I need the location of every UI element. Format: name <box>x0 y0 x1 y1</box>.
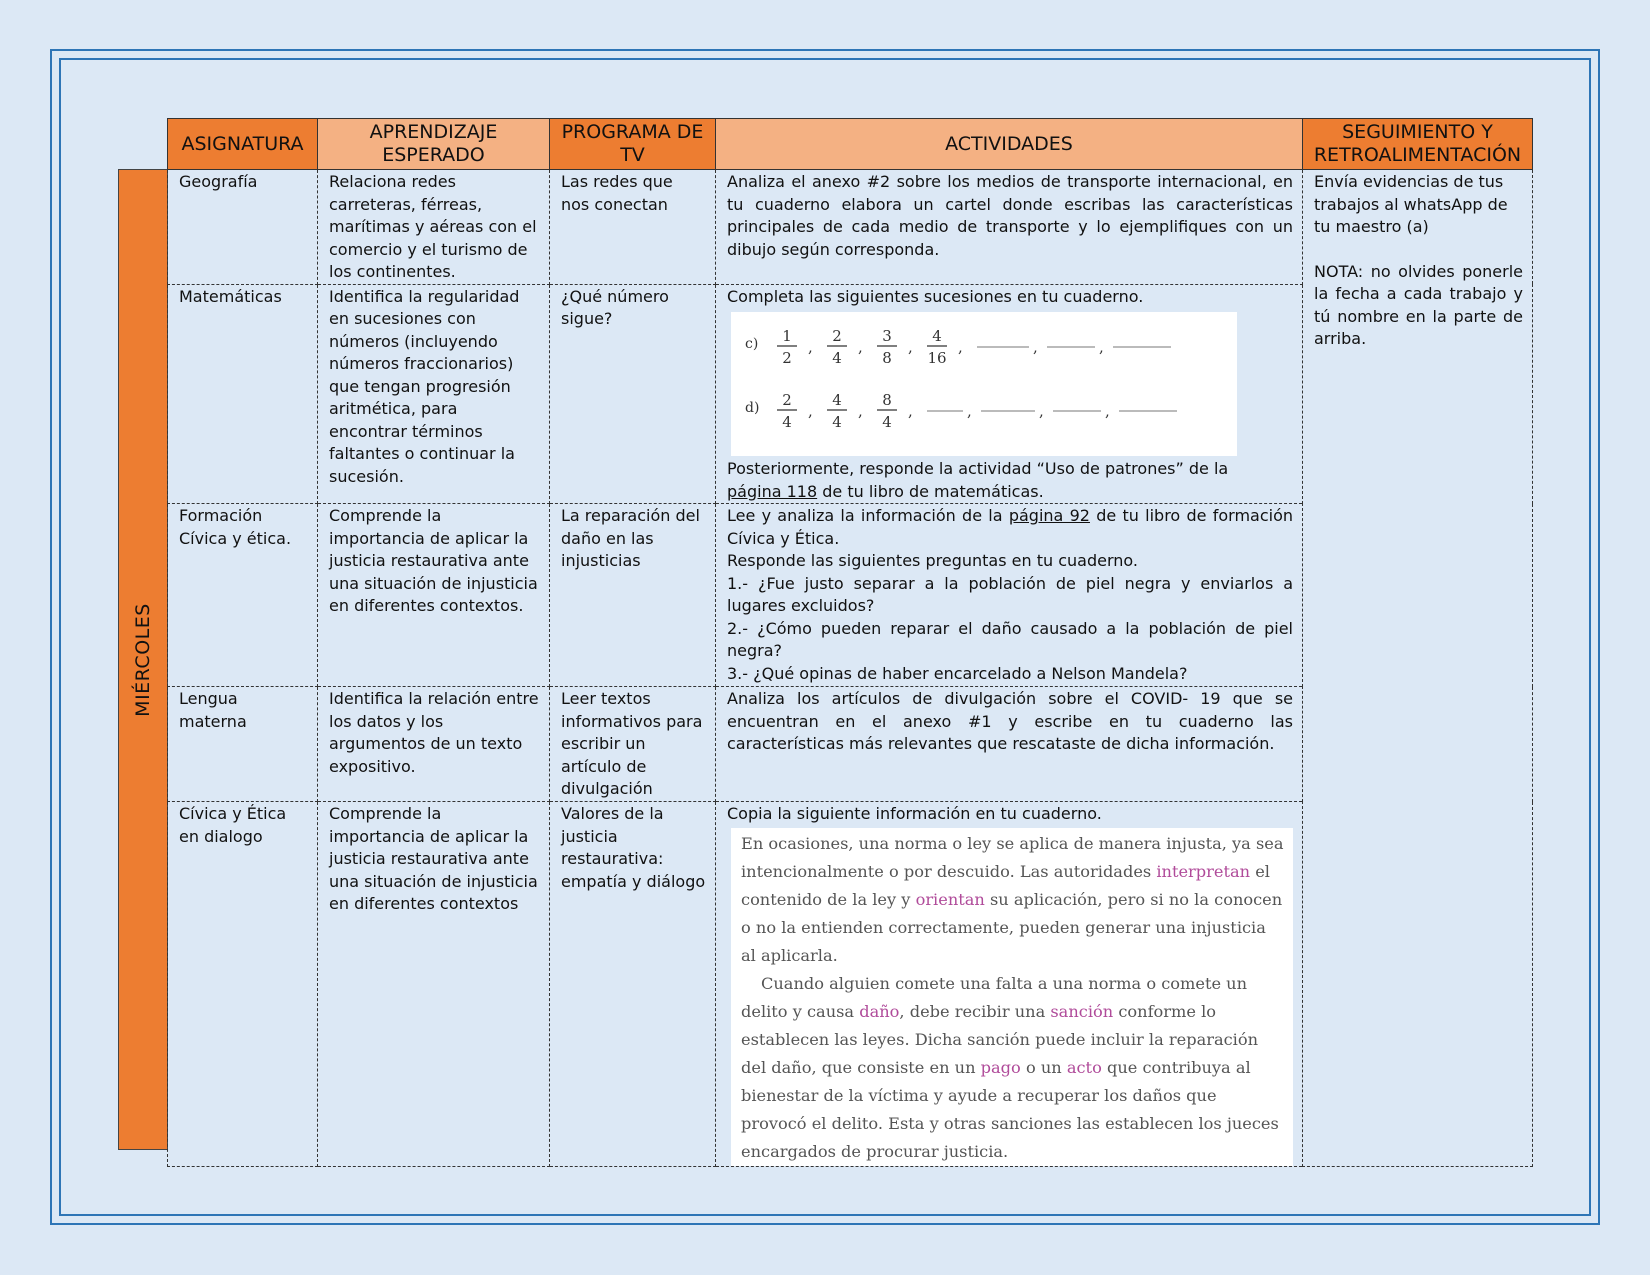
activity-line: 3.- ¿Qué opinas de haber encarcelado a Nelson Mandela? <box>727 663 1188 683</box>
excerpt-text: su aplicación, pero si no la conocen o no la entienden correctamente, pueden generar una injusticia al aplicarla. <box>741 889 1283 965</box>
lesson-plan-table <box>167 118 1533 1167</box>
seq-c-denominator: 8 <box>882 349 892 367</box>
learning-cell: Identifica la regularidad en sucesiones con números (incluyendo números fraccionarios) que tengan progresión aritmética, para encontrar términos faltantes o continuar la sucesión. <box>318 284 550 504</box>
activity-read-text: Lee y analiza la información de la <box>727 506 1009 525</box>
seq-d-denominator: 4 <box>782 413 792 431</box>
activities-cell <box>716 504 1303 687</box>
tv-program-cell: Las redes que nos conectan <box>550 170 716 285</box>
seq-d-comma: , <box>908 402 913 420</box>
activities-cell <box>716 284 1303 504</box>
excerpt-text: conforme lo establecen las leyes. Dicha sanción puede incluir la reparación del daño, que consiste en un <box>741 1001 1259 1077</box>
seq-c-comma: , <box>908 338 913 356</box>
activity-line: Responde las siguientes preguntas en tu cuaderno. <box>727 551 1138 570</box>
seq-c-fraction <box>827 327 847 367</box>
header-seguimiento: SEGUIMIENTO Y RETROALIMENTACIÓN <box>1303 119 1533 170</box>
tv-program-cell: ¿Qué número sigue? <box>550 284 716 504</box>
subject-cell: Lengua materna <box>168 687 318 802</box>
activity-line: 2.- ¿Cómo pueden reparar el daño causado a la población de piel negra? <box>727 618 1293 660</box>
table-row <box>168 170 1533 285</box>
activity-read-text-end: de tu libro de formación Cívica y Ética. <box>727 506 1294 548</box>
tv-program-cell: La reparación del daño en las injusticias <box>550 504 716 687</box>
followup-cell <box>1303 170 1533 1167</box>
seq-d-comma: , <box>1105 402 1110 420</box>
seq-d-comma: , <box>808 402 813 420</box>
seq-d-fraction <box>777 391 797 431</box>
header-actividades: ACTIVIDADES <box>716 119 1303 170</box>
seq-c-numerator: 3 <box>882 327 892 345</box>
day-label: MIÉRCOLES <box>132 602 155 717</box>
learning-cell: Comprende la importancia de aplicar la justicia restaurativa ante una situación de injusticia en diferentes contextos. <box>318 504 550 687</box>
seq-c-denominator: 2 <box>782 349 792 367</box>
seq-c-comma: , <box>958 338 963 356</box>
seq-d-comma: , <box>1039 402 1044 420</box>
followup-note: NOTA: no olvides ponerle la fecha a cada trabajo y tú nombre en la parte de arriba. <box>1314 261 1523 348</box>
sequence-d-label: d) <box>745 400 760 416</box>
keyword: sanción <box>1050 1001 1114 1021</box>
learning-cell: Relaciona redes carreteras, férreas, marítimas y aéreas con el comercio y el turismo de los continentes. <box>318 170 550 285</box>
activity-line: 1.- ¿Fue justo separar a la población de piel negra y enviarlos a lugares excluidos? <box>727 573 1293 615</box>
followup-text: Envía evidencias de tus trabajos al whatsApp de tu maestro (a) <box>1314 172 1508 236</box>
excerpt-paragraph <box>741 970 1285 1166</box>
seq-d-numerator: 4 <box>832 391 842 409</box>
seq-d-numerator: 8 <box>882 391 892 409</box>
sequence-d <box>777 391 1177 431</box>
keyword: interpretan <box>1156 861 1251 881</box>
activity-intro: Copia la siguiente información en tu cuaderno. <box>727 804 1102 823</box>
excerpt-text: o un <box>1020 1057 1067 1077</box>
activity-post <box>727 458 1293 503</box>
keyword: pago <box>980 1057 1021 1077</box>
seq-c-fraction <box>777 327 797 367</box>
seq-c-comma: , <box>858 338 863 356</box>
header-programa: PROGRAMA DE TV <box>550 119 716 170</box>
header-row <box>168 119 1533 170</box>
activities-cell <box>716 802 1303 1167</box>
subject-cell: Cívica y Ética en dialogo <box>168 802 318 1167</box>
keyword: daño <box>859 1001 900 1021</box>
keyword: orientan <box>915 889 985 909</box>
sequence-exercise-image <box>731 312 1237 456</box>
excerpt-paragraph <box>741 830 1285 970</box>
seq-d-fraction <box>827 391 847 431</box>
seq-d-denominator: 4 <box>882 413 892 431</box>
excerpt-text: Cuando alguien comete una falta a una norma o comete un delito y causa <box>741 973 1248 1021</box>
seq-d-denominator: 4 <box>832 413 842 431</box>
activities-cell: Analiza el anexo #2 sobre los medios de transporte internacional, en tu cuaderno elabora un cartel donde escribas las características principales de cada medio de transporte y lo ejemplifiques con un dibujo según corresponda. <box>716 170 1303 285</box>
seq-c-denominator: 4 <box>832 349 842 367</box>
seq-d-comma: , <box>858 402 863 420</box>
seq-c-comma: , <box>1033 338 1038 356</box>
tv-program-cell: Leer textos informativos para escribir un artículo de divulgación <box>550 687 716 802</box>
subject-cell: Formación Cívica y ética. <box>168 504 318 687</box>
excerpt-text: que contribuya al bienestar de la víctima y ayude a recuperar los daños que provocó el delito. Esta y otras sanciones las establecen los jueces encargados de procurar justicia. <box>741 1057 1279 1161</box>
excerpt-text: , debe recibir una <box>899 1001 1051 1021</box>
sequence-c <box>777 327 1171 367</box>
sequence-c-label: c) <box>745 336 759 352</box>
page-ref-92: página 92 <box>1008 506 1090 525</box>
keyword: acto <box>1066 1057 1102 1077</box>
activity-intro: Completa las siguientes sucesiones en tu cuaderno. <box>727 286 1144 306</box>
seq-c-fraction <box>927 327 947 367</box>
seq-c-fraction <box>877 327 897 367</box>
textbook-excerpt <box>731 828 1293 1166</box>
seq-c-numerator: 1 <box>782 327 792 345</box>
seq-d-numerator: 2 <box>782 391 792 409</box>
subject-cell: Geografía <box>168 170 318 285</box>
seq-c-denominator: 16 <box>927 349 947 367</box>
header-aprendizaje: APRENDIZAJE ESPERADO <box>318 119 550 170</box>
seq-d-comma: , <box>967 402 972 420</box>
page-ref-118: página 118 <box>727 481 818 501</box>
activity-post-text-end: de tu libro de matemáticas. <box>817 481 1044 501</box>
tv-program-cell: Valores de la justicia restaurativa: empatía y diálogo <box>550 802 716 1167</box>
day-label-bar <box>118 169 168 1150</box>
excerpt-text: En ocasiones, una norma o ley se aplica de manera injusta, ya sea intencionalmente o por descuido. Las autoridades <box>741 833 1284 881</box>
seq-c-comma: , <box>1099 338 1104 356</box>
excerpt-text: el contenido de la ley y <box>741 861 1270 909</box>
seq-c-numerator: 4 <box>932 327 942 345</box>
subject-cell: Matemáticas <box>168 284 318 504</box>
seq-c-numerator: 2 <box>832 327 842 345</box>
activity-post-text: Posteriormente, responde la actividad “Uso de patrones” de la <box>727 459 1229 478</box>
sequence-exercise-figure <box>731 312 1237 456</box>
learning-cell: Comprende la importancia de aplicar la justicia restaurativa ante una situación de injusticia en diferentes contextos <box>318 802 550 1167</box>
seq-c-comma: , <box>808 338 813 356</box>
seq-d-fraction <box>877 391 897 431</box>
activity-read <box>727 505 1293 550</box>
header-asignatura: ASIGNATURA <box>168 119 318 170</box>
activities-cell: Analiza los artículos de divulgación sobre el COVID- 19 que se encuentran en el anexo #1 y escribe en tu cuaderno las características más relevantes que rescataste de dicha información. <box>716 687 1303 802</box>
learning-cell: Identifica la relación entre los datos y los argumentos de un texto expositivo. <box>318 687 550 802</box>
